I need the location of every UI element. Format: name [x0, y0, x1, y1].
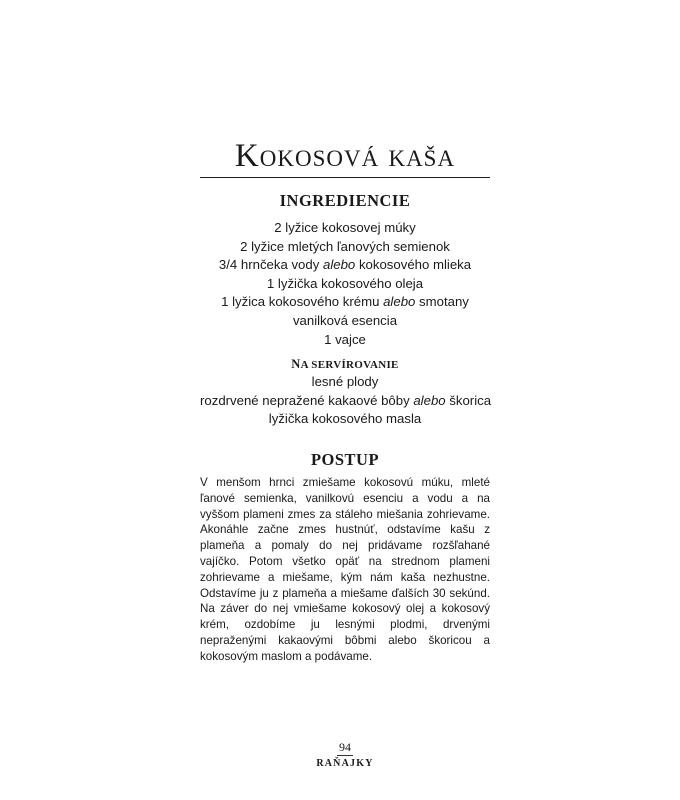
serving-item: lyžička kokosového masla	[268, 411, 422, 427]
ingredient-item: 3/4 hrnčeka vody alebo kokosového mlieka	[218, 257, 472, 273]
ingredients-heading: INGREDIENCIE	[279, 191, 411, 210]
method-heading: POSTUP	[310, 450, 380, 469]
ingredient-item: 1 vajce	[324, 331, 366, 347]
serving-list	[200, 373, 490, 429]
ingredient-item: 1 lyžica kokosového krému alebo smotany	[221, 294, 469, 310]
page-number: 94	[339, 740, 351, 754]
method-paragraph: V menšom hrnci zmiešame kokosovú múku, mleté ľanové semienka, vanilkovú esenciu a vodu a na vyššom plameni zmes za stáleho miešania zohrievame. Akonáhle začne zmes hustnúť, odstavíme kašu z plameňa a pomaly do nej pridávame rozšľahané vajíčko. Potom všetko opäť na strednom plameni zohrievame a miešame, kým nám kaša nezhustne. Odstavíme ju z plameňa a miešame ďalších 30 sekúnd. Na záver do nej vmiešame kokosový olej a kokosový krém, ozdobíme ju lesnými plodmi, drvenými nepraženými kakaovými bôbmi alebo škoricou a kokosovým maslom a podávame.	[200, 476, 490, 663]
ingredients-list	[200, 219, 490, 349]
chapter-label: RAŇAJKY	[316, 758, 374, 769]
serving-item: lesné plody	[311, 374, 379, 389]
ingredient-item: 2 lyžice mletých ľanových semienok	[240, 238, 450, 254]
ingredient-item: 2 lyžice kokosovej múky	[274, 220, 416, 235]
serving-heading: NA SERVÍROVANIE	[291, 357, 399, 371]
title-rule	[200, 177, 490, 178]
serving-item: rozdrvené nepražené kakaové bôby alebo škorica	[200, 392, 492, 408]
recipe-title: Kokosová kaša	[234, 138, 456, 174]
ingredient-item: vanilková esencia	[292, 312, 398, 328]
ingredient-item: 1 lyžička kokosového oleja	[266, 275, 424, 291]
